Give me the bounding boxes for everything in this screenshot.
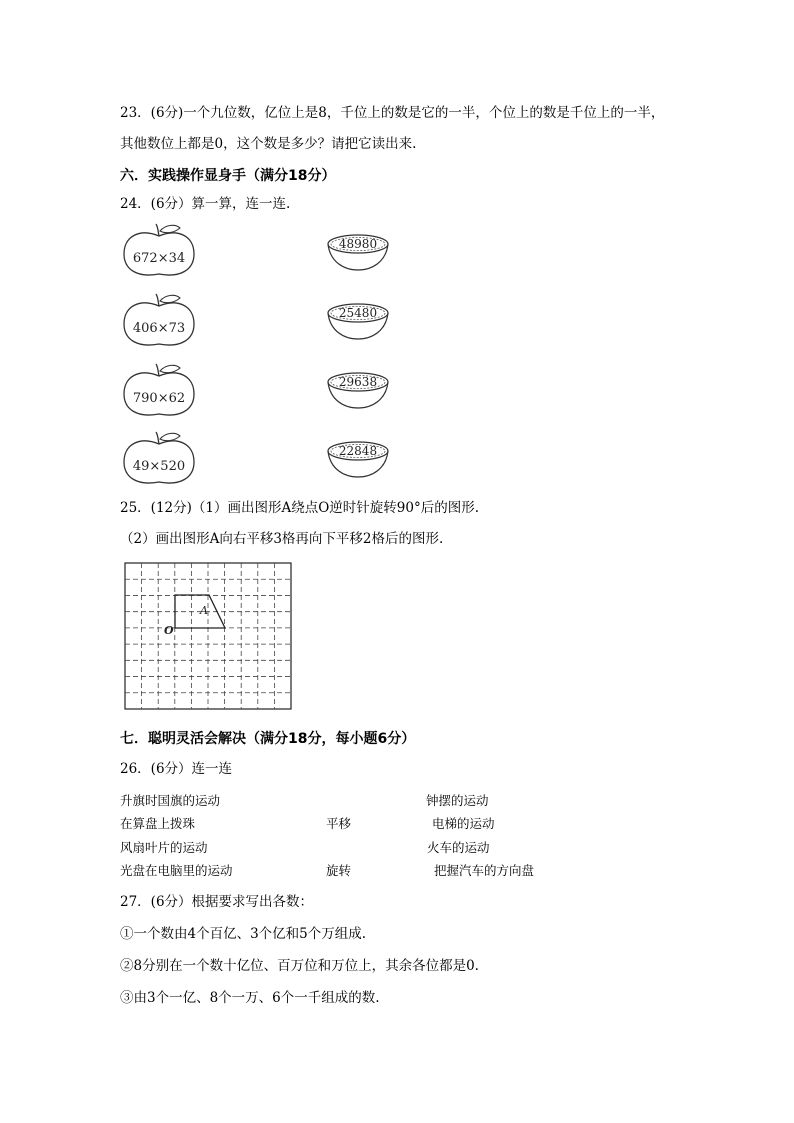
apple-1[interactable] (120, 222, 198, 284)
grid-lines (125, 563, 291, 709)
q27-item-3: ③由3个一亿、8个一万、6个一千组成的数. (120, 990, 380, 1006)
q25-line2: （2）画出图形A向右平移3格再向下平移2格后的图形. (120, 531, 444, 547)
q26-right-3[interactable]: 火车的运动 (427, 840, 490, 855)
q26-middle-1[interactable]: 平移 (326, 816, 352, 831)
grid-svg (124, 562, 294, 712)
apple-icon (120, 430, 198, 488)
apple-2[interactable] (120, 292, 198, 354)
bowl-1[interactable] (326, 232, 390, 278)
q26-left-4[interactable]: 光盘在电脑里的运动 (120, 863, 233, 878)
label-a: A (200, 604, 208, 617)
bowl-2[interactable] (326, 301, 390, 347)
q24-title: 24．(6分）算一算，连一连. (120, 196, 291, 212)
q27-item-1: ①一个数由4个百亿、3个亿和5个万组成. (120, 926, 367, 942)
q26-right-2[interactable]: 电梯的运动 (432, 816, 495, 831)
apple-expression: 406×73 (132, 321, 186, 336)
bowl-3[interactable] (326, 370, 390, 416)
bowl-value: 29638 (338, 375, 378, 389)
label-o: O (164, 624, 174, 637)
q25-line1: 25．(12分)（1）画出图形A绕点O逆时针旋转90°后的图形. (120, 500, 480, 516)
bowl-value: 48980 (338, 237, 378, 251)
bowl-icon (326, 370, 390, 412)
bowl-icon (326, 439, 390, 481)
q27-item-2: ②8分别在一个数十亿位、百万位和万位上，其余各位都是0. (120, 958, 479, 974)
bowl-4[interactable] (326, 439, 390, 485)
apple-icon (120, 222, 198, 280)
q26-left-2[interactable]: 在算盘上拨珠 (120, 816, 196, 831)
q23-line1: 23．(6分)一个九位数，亿位上是8，千位上的数是它的一半，个位上的数是千位上的一半， (120, 105, 665, 121)
apple-icon (120, 292, 198, 350)
apple-expression: 790×62 (132, 391, 186, 406)
apple-expression: 672×34 (132, 251, 186, 266)
apple-expression: 49×520 (132, 459, 186, 474)
bowl-icon (326, 301, 390, 343)
bowl-icon (326, 232, 390, 274)
bowl-value: 22848 (338, 444, 378, 458)
apple-icon (120, 362, 198, 420)
q26-left-1[interactable]: 升旗时国旗的运动 (120, 793, 221, 808)
grid-figure (124, 562, 294, 716)
q26-left-3[interactable]: 风扇叶片的运动 (120, 840, 208, 855)
bowl-value: 25480 (338, 306, 378, 320)
q26-middle-2[interactable]: 旋转 (326, 863, 352, 878)
q26-right-1[interactable]: 钟摆的运动 (426, 793, 489, 808)
section7-title: 七．聪明灵活会解决（满分18分，每小题6分） (120, 731, 416, 747)
q26-title: 26．(6分）连一连 (120, 761, 233, 777)
apple-3[interactable] (120, 362, 198, 424)
section6-title: 六．实践操作显身手（满分18分） (120, 168, 336, 184)
q26-right-4[interactable]: 把握汽车的方向盘 (434, 863, 535, 878)
q27-title: 27．(6分）根据要求写出各数： (120, 894, 314, 910)
apple-4[interactable] (120, 430, 198, 492)
q23-line2: 其他数位上都是0，这个数是多少？请把它读出来. (120, 136, 417, 152)
